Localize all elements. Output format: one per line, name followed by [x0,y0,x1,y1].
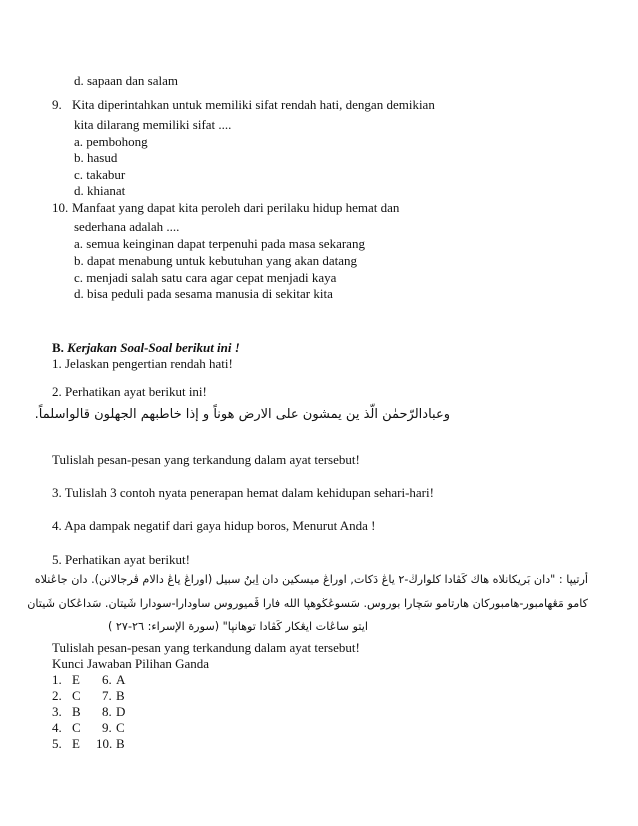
jawi-translation-line3: ايتو ساڠات ايڠكار كَڤادا توهانڽا" (سورة الإسراء: ٢٦-٢٧ ) [108,620,368,633]
essay-q3: 3. Tulislah 3 contoh nyata penerapan hemat dalam kehidupan sehari-hari! [52,485,434,500]
answer-key-number: 1. [52,672,62,687]
answer-key-number: 7. [102,688,112,703]
q9-option-a: a. pembohong [74,134,148,149]
answer-key-answer: D [116,704,126,719]
answer-key-answer: C [72,720,81,735]
essay-q2-instruction: Tulislah pesan-pesan yang terkandung dalam ayat tersebut! [52,452,360,467]
answer-key-number: 6. [102,672,112,687]
answer-key-answer: C [72,688,81,703]
q10-text-line2: sederhana adalah .... [74,219,180,234]
answer-key-number: 5. [52,736,62,751]
q9-text-line2: kita dilarang memiliki sifat .... [74,117,232,132]
jawi-translation-line1: أرتيپا : "دان بَريكانلاه هاك كَڤادا كلوارڬ-٢ ياڠ دَكات, اوراڠ ميسكين دان اِبنُ سبيل (اوراڠ ياڠ دالام ڤرجالانن). دان جاڠنلاه [34,573,588,586]
answer-key-answer: A [116,672,126,687]
q9-option-b: b. hasud [74,150,118,165]
q10-text-line1: Manfaat yang dapat kita peroleh dari perilaku hidup hemat dan [72,200,400,215]
answer-key-answer: B [116,736,125,751]
answer-key-number: 4. [52,720,62,735]
q10-option-c: c. menjadi salah satu cara agar cepat menjadi kaya [74,270,337,285]
answer-key-number: 3. [52,704,62,719]
essay-q4: 4. Apa dampak negatif dari gaya hidup boros, Menurut Anda ! [52,518,376,533]
quran-verse-furqan: وعبادالرّحمٰن الّذ ين يمشون على الارض هوناً و إذا خاطبهم الجهلون قالواسلماً. [34,407,450,422]
q9-text-line1: Kita diperintahkan untuk memiliki sifat rendah hati, dengan demikian [72,97,435,112]
jawi-translation-line2: كامو مَڠهامبور-هامبوركان هارتامو سَچارا بوروس. سَسوڠڬوهڽا الله فارا ڤَميوروس ساودارا-سودارا شَيتان. سَداڠكان شَيتان [27,597,588,610]
q10-number: 10. [52,200,69,215]
answer-key-number: 8. [102,704,112,719]
essay-q1: 1. Jelaskan pengertian rendah hati! [52,356,233,371]
section-b-letter: B. [52,340,64,355]
essay-q5: 5. Perhatikan ayat berikut! [52,552,190,567]
section-b-title: Kerjakan Soal-Soal berikut ini ! [67,340,240,355]
section-b-heading [52,340,240,356]
answer-key-answer: C [116,720,125,735]
q10-option-b: b. dapat menabung untuk kebutuhan yang akan datang [74,253,358,268]
answer-key-answer: B [116,688,125,703]
q9-option-c: c. takabur [74,167,126,182]
answer-key-number: 9. [102,720,112,735]
answer-key-answer: E [72,736,80,751]
answer-key-number: 10. [96,736,113,751]
q9-option-d: d. khianat [74,183,126,198]
answer-key-number: 2. [52,688,62,703]
answer-key-title: Kunci Jawaban Pilihan Ganda [52,656,210,671]
q8-option-d: d. sapaan dan salam [74,73,178,88]
answer-key-answer: E [72,672,80,687]
q9-number: 9. [52,97,62,112]
essay-q5-instruction: Tulislah pesan-pesan yang terkandung dalam ayat tersebut! [52,640,360,655]
answer-key-answer: B [72,704,81,719]
q10-option-a: a. semua keinginan dapat terpenuhi pada masa sekarang [74,236,365,251]
q10-option-d: d. bisa peduli pada sesama manusia di sekitar kita [74,286,333,301]
essay-q2: 2. Perhatikan ayat berikut ini! [52,384,207,399]
